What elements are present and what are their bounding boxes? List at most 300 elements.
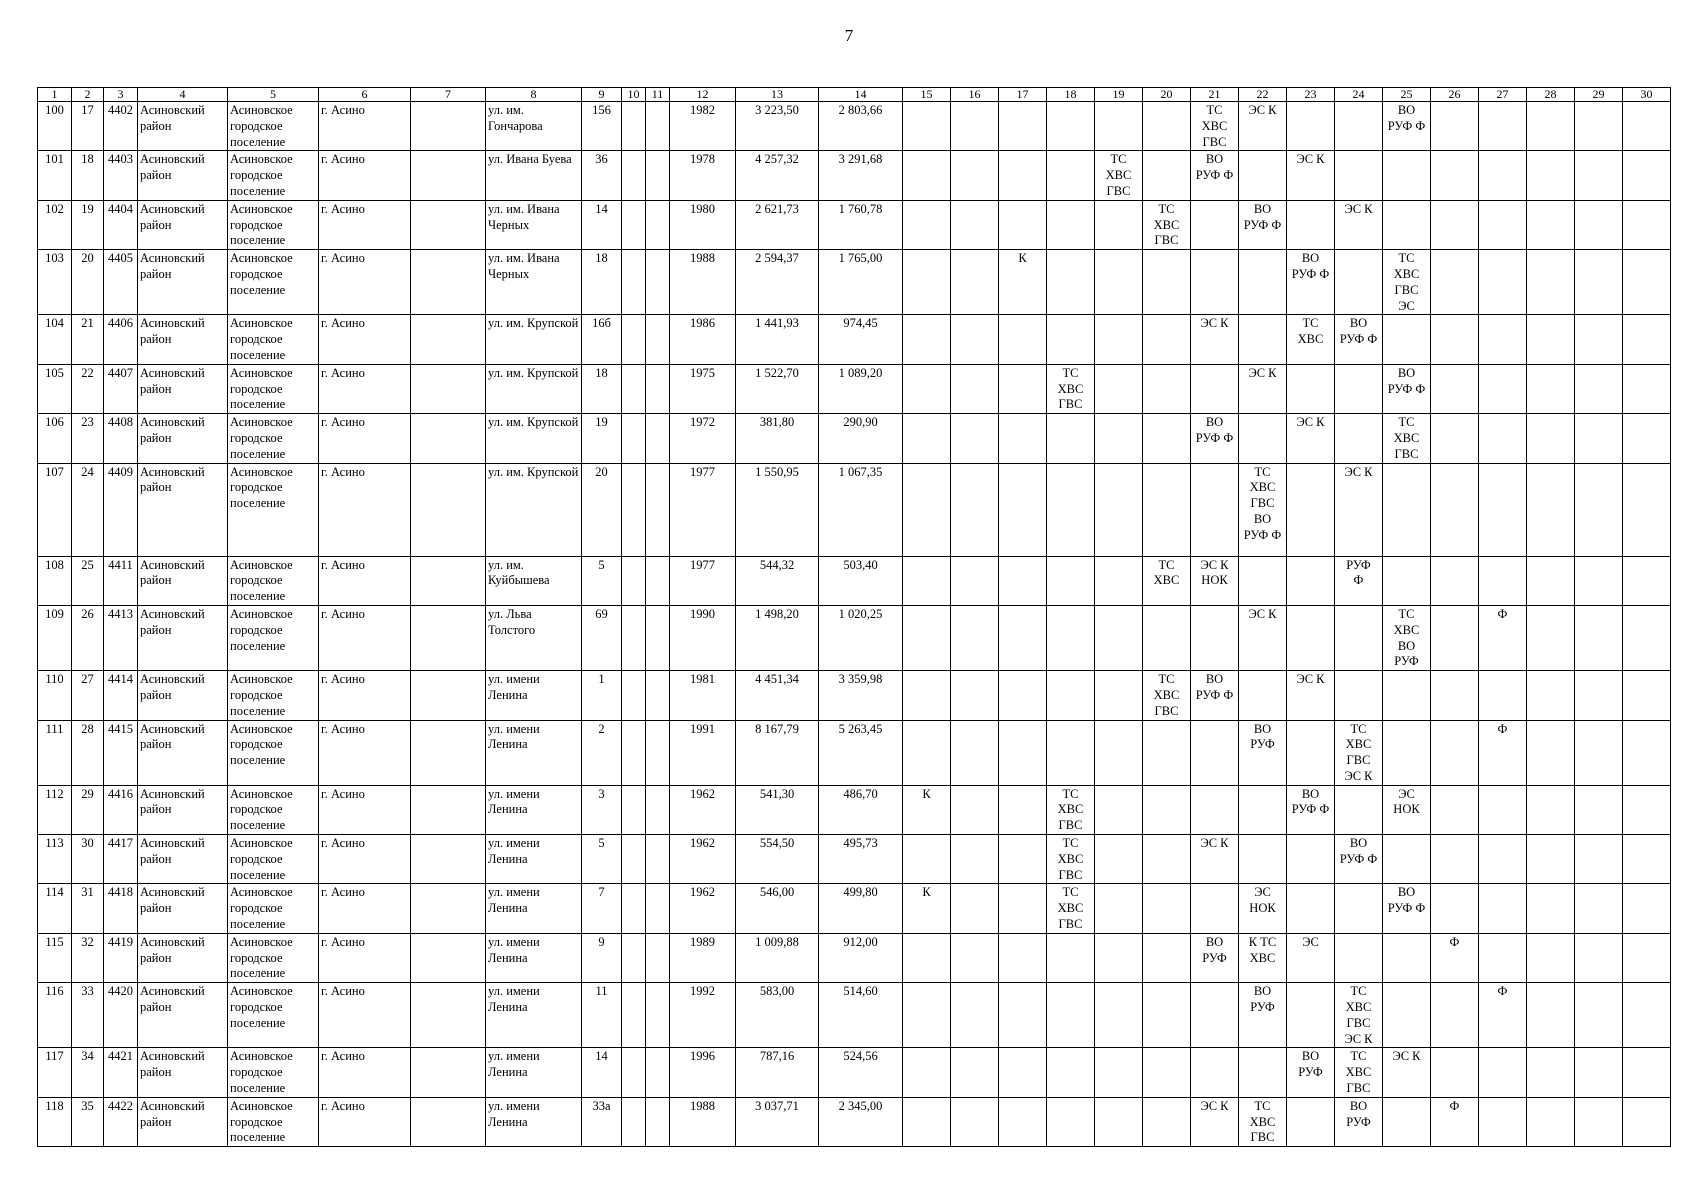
cell-col-7 — [411, 671, 486, 720]
cell-col-12: 1962 — [670, 835, 736, 884]
cell-col-23: ТС ХВС — [1287, 315, 1335, 364]
cell-col-28 — [1527, 200, 1575, 249]
table-row — [38, 315, 1671, 364]
cell-col-14: 3 291,68 — [819, 151, 903, 200]
cell-col-9: 18 — [582, 364, 622, 413]
cell-col-6: г. Асино — [319, 556, 411, 605]
cell-col-23: ЭС — [1287, 933, 1335, 982]
cell-col-18 — [1047, 1097, 1095, 1146]
cell-col-25 — [1383, 1097, 1431, 1146]
cell-col-25: ВО РУФ Ф — [1383, 884, 1431, 933]
cell-col-9: 5 — [582, 835, 622, 884]
cell-col-20 — [1143, 884, 1191, 933]
cell-col-16 — [951, 364, 999, 413]
cell-col-21: ЭС К — [1191, 835, 1239, 884]
cell-col-1: 112 — [38, 785, 72, 834]
cell-col-26 — [1431, 151, 1479, 200]
cell-col-6: г. Асино — [319, 414, 411, 463]
cell-col-18 — [1047, 151, 1095, 200]
cell-col-25: ЭС К — [1383, 1048, 1431, 1097]
cell-col-18 — [1047, 933, 1095, 982]
cell-col-20: ТС ХВС ГВС — [1143, 200, 1191, 249]
table-row — [38, 785, 1671, 834]
cell-col-14: 503,40 — [819, 556, 903, 605]
cell-col-12: 1990 — [670, 605, 736, 670]
cell-col-19 — [1095, 414, 1143, 463]
cell-col-30 — [1623, 1048, 1671, 1097]
column-header: 18 — [1047, 88, 1095, 102]
cell-col-17 — [999, 414, 1047, 463]
cell-col-26 — [1431, 1048, 1479, 1097]
cell-col-10 — [622, 1048, 646, 1097]
table-row — [38, 556, 1671, 605]
cell-col-29 — [1575, 1048, 1623, 1097]
cell-col-24: ТС ХВС ГВС ЭС К — [1335, 983, 1383, 1048]
cell-col-16 — [951, 556, 999, 605]
cell-col-20: ТС ХВС ГВС — [1143, 671, 1191, 720]
cell-col-13: 1 498,20 — [736, 605, 819, 670]
cell-col-1: 118 — [38, 1097, 72, 1146]
column-header: 20 — [1143, 88, 1191, 102]
cell-col-19 — [1095, 364, 1143, 413]
cell-col-2: 26 — [72, 605, 104, 670]
cell-col-3: 4407 — [104, 364, 138, 413]
cell-col-25: ВО РУФ Ф — [1383, 364, 1431, 413]
cell-col-12: 1989 — [670, 933, 736, 982]
cell-col-8: ул. имени Ленина — [486, 884, 582, 933]
cell-col-17 — [999, 671, 1047, 720]
cell-col-13: 1 009,88 — [736, 933, 819, 982]
cell-col-4: Асиновский район — [138, 983, 228, 1048]
cell-col-19 — [1095, 1048, 1143, 1097]
cell-col-10 — [622, 605, 646, 670]
cell-col-27 — [1479, 414, 1527, 463]
cell-col-15: К — [903, 785, 951, 834]
cell-col-21 — [1191, 364, 1239, 413]
cell-col-25: ТС ХВС ГВС ЭС — [1383, 250, 1431, 315]
cell-col-17 — [999, 315, 1047, 364]
cell-col-7 — [411, 785, 486, 834]
cell-col-14: 1 020,25 — [819, 605, 903, 670]
cell-col-27: Ф — [1479, 720, 1527, 785]
cell-col-21 — [1191, 884, 1239, 933]
cell-col-25 — [1383, 556, 1431, 605]
cell-col-24 — [1335, 364, 1383, 413]
cell-col-15 — [903, 1097, 951, 1146]
column-header: 21 — [1191, 88, 1239, 102]
cell-col-29 — [1575, 250, 1623, 315]
cell-col-1: 107 — [38, 463, 72, 556]
cell-col-22 — [1239, 151, 1287, 200]
cell-col-19 — [1095, 671, 1143, 720]
cell-col-20 — [1143, 315, 1191, 364]
cell-col-6: г. Асино — [319, 102, 411, 151]
cell-col-17 — [999, 364, 1047, 413]
cell-col-16 — [951, 102, 999, 151]
cell-col-4: Асиновский район — [138, 785, 228, 834]
cell-col-1: 117 — [38, 1048, 72, 1097]
cell-col-11 — [646, 250, 670, 315]
cell-col-11 — [646, 200, 670, 249]
cell-col-21 — [1191, 200, 1239, 249]
cell-col-5: Асиновское городское поселение — [228, 315, 319, 364]
cell-col-20 — [1143, 983, 1191, 1048]
cell-col-5: Асиновское городское поселение — [228, 556, 319, 605]
cell-col-1: 114 — [38, 884, 72, 933]
cell-col-20 — [1143, 1097, 1191, 1146]
cell-col-23 — [1287, 983, 1335, 1048]
cell-col-13: 3 037,71 — [736, 1097, 819, 1146]
cell-col-4: Асиновский район — [138, 250, 228, 315]
cell-col-9: 156 — [582, 102, 622, 151]
cell-col-10 — [622, 364, 646, 413]
column-header: 19 — [1095, 88, 1143, 102]
cell-col-14: 2 345,00 — [819, 1097, 903, 1146]
cell-col-23: ЭС К — [1287, 671, 1335, 720]
cell-col-21: ВО РУФ Ф — [1191, 414, 1239, 463]
cell-col-11 — [646, 556, 670, 605]
cell-col-28 — [1527, 414, 1575, 463]
cell-col-2: 21 — [72, 315, 104, 364]
cell-col-5: Асиновское городское поселение — [228, 1048, 319, 1097]
cell-col-2: 33 — [72, 983, 104, 1048]
cell-col-10 — [622, 250, 646, 315]
cell-col-26: Ф — [1431, 933, 1479, 982]
cell-col-16 — [951, 463, 999, 556]
cell-col-27 — [1479, 102, 1527, 151]
cell-col-10 — [622, 835, 646, 884]
cell-col-29 — [1575, 933, 1623, 982]
cell-col-30 — [1623, 835, 1671, 884]
cell-col-21: ВО РУФ — [1191, 933, 1239, 982]
cell-col-29 — [1575, 785, 1623, 834]
cell-col-15 — [903, 605, 951, 670]
cell-col-24: ВО РУФ Ф — [1335, 835, 1383, 884]
cell-col-19 — [1095, 556, 1143, 605]
table-row — [38, 720, 1671, 785]
cell-col-6: г. Асино — [319, 463, 411, 556]
cell-col-17 — [999, 556, 1047, 605]
cell-col-15 — [903, 933, 951, 982]
cell-col-26 — [1431, 671, 1479, 720]
column-header: 25 — [1383, 88, 1431, 102]
cell-col-27 — [1479, 933, 1527, 982]
table-row — [38, 884, 1671, 933]
cell-col-28 — [1527, 835, 1575, 884]
cell-col-4: Асиновский район — [138, 884, 228, 933]
cell-col-9: 11 — [582, 983, 622, 1048]
cell-col-14: 514,60 — [819, 983, 903, 1048]
cell-col-22 — [1239, 556, 1287, 605]
cell-col-24 — [1335, 671, 1383, 720]
cell-col-27 — [1479, 785, 1527, 834]
cell-col-3: 4414 — [104, 671, 138, 720]
cell-col-9: 16б — [582, 315, 622, 364]
cell-col-3: 4408 — [104, 414, 138, 463]
cell-col-11 — [646, 933, 670, 982]
cell-col-29 — [1575, 671, 1623, 720]
cell-col-15 — [903, 463, 951, 556]
cell-col-16 — [951, 933, 999, 982]
cell-col-15 — [903, 671, 951, 720]
cell-col-10 — [622, 151, 646, 200]
cell-col-23: ВО РУФ Ф — [1287, 250, 1335, 315]
cell-col-12: 1972 — [670, 414, 736, 463]
cell-col-11 — [646, 1097, 670, 1146]
cell-col-11 — [646, 414, 670, 463]
cell-col-2: 34 — [72, 1048, 104, 1097]
cell-col-23: ВО РУФ — [1287, 1048, 1335, 1097]
cell-col-24: ВО РУФ Ф — [1335, 315, 1383, 364]
cell-col-1: 101 — [38, 151, 72, 200]
cell-col-15 — [903, 1048, 951, 1097]
cell-col-30 — [1623, 556, 1671, 605]
cell-col-4: Асиновский район — [138, 835, 228, 884]
cell-col-5: Асиновское городское поселение — [228, 463, 319, 556]
cell-col-22: ВО РУФ — [1239, 720, 1287, 785]
cell-col-2: 27 — [72, 671, 104, 720]
column-header: 14 — [819, 88, 903, 102]
cell-col-8: ул. Ивана Буева — [486, 151, 582, 200]
column-header: 26 — [1431, 88, 1479, 102]
cell-col-8: ул. им. Крупской — [486, 315, 582, 364]
cell-col-28 — [1527, 785, 1575, 834]
cell-col-7 — [411, 720, 486, 785]
cell-col-1: 100 — [38, 102, 72, 151]
cell-col-16 — [951, 315, 999, 364]
cell-col-10 — [622, 785, 646, 834]
cell-col-14: 290,90 — [819, 414, 903, 463]
cell-col-8: ул. им. Крупской — [486, 463, 582, 556]
cell-col-13: 2 594,37 — [736, 250, 819, 315]
cell-col-21 — [1191, 463, 1239, 556]
cell-col-16 — [951, 605, 999, 670]
cell-col-2: 28 — [72, 720, 104, 785]
cell-col-18 — [1047, 605, 1095, 670]
cell-col-21: ВО РУФ Ф — [1191, 671, 1239, 720]
cell-col-8: ул. имени Ленина — [486, 720, 582, 785]
cell-col-24 — [1335, 151, 1383, 200]
cell-col-23 — [1287, 605, 1335, 670]
cell-col-9: 19 — [582, 414, 622, 463]
cell-col-27: Ф — [1479, 605, 1527, 670]
cell-col-30 — [1623, 315, 1671, 364]
cell-col-22: ЭС К — [1239, 364, 1287, 413]
column-header: 3 — [104, 88, 138, 102]
cell-col-28 — [1527, 605, 1575, 670]
cell-col-21: ТС ХВС ГВС — [1191, 102, 1239, 151]
cell-col-27 — [1479, 315, 1527, 364]
cell-col-11 — [646, 671, 670, 720]
cell-col-19 — [1095, 835, 1143, 884]
cell-col-20 — [1143, 364, 1191, 413]
cell-col-23 — [1287, 102, 1335, 151]
column-header: 10 — [622, 88, 646, 102]
cell-col-18 — [1047, 315, 1095, 364]
table-row — [38, 102, 1671, 151]
cell-col-15 — [903, 151, 951, 200]
cell-col-30 — [1623, 250, 1671, 315]
cell-col-18 — [1047, 556, 1095, 605]
cell-col-7 — [411, 250, 486, 315]
cell-col-27 — [1479, 884, 1527, 933]
cell-col-27 — [1479, 463, 1527, 556]
cell-col-17 — [999, 200, 1047, 249]
cell-col-21: ЭС К НОК — [1191, 556, 1239, 605]
cell-col-23 — [1287, 1097, 1335, 1146]
cell-col-9: 9 — [582, 933, 622, 982]
cell-col-25 — [1383, 933, 1431, 982]
cell-col-23: ЭС К — [1287, 414, 1335, 463]
cell-col-27: Ф — [1479, 983, 1527, 1048]
cell-col-11 — [646, 102, 670, 151]
cell-col-6: г. Асино — [319, 835, 411, 884]
cell-col-2: 35 — [72, 1097, 104, 1146]
cell-col-8: ул. им. Куйбышева — [486, 556, 582, 605]
cell-col-10 — [622, 556, 646, 605]
table-row — [38, 1097, 1671, 1146]
cell-col-9: 36 — [582, 151, 622, 200]
cell-col-22 — [1239, 250, 1287, 315]
cell-col-22: ЭС НОК — [1239, 884, 1287, 933]
cell-col-18: ТС ХВС ГВС — [1047, 835, 1095, 884]
cell-col-7 — [411, 414, 486, 463]
cell-col-11 — [646, 605, 670, 670]
cell-col-30 — [1623, 983, 1671, 1048]
cell-col-28 — [1527, 671, 1575, 720]
cell-col-22: ЭС К — [1239, 605, 1287, 670]
header-row — [38, 88, 1671, 102]
cell-col-28 — [1527, 463, 1575, 556]
cell-col-6: г. Асино — [319, 671, 411, 720]
cell-col-5: Асиновское городское поселение — [228, 605, 319, 670]
cell-col-23 — [1287, 556, 1335, 605]
cell-col-22: ЭС К — [1239, 102, 1287, 151]
cell-col-28 — [1527, 933, 1575, 982]
cell-col-3: 4406 — [104, 315, 138, 364]
cell-col-19 — [1095, 315, 1143, 364]
cell-col-7 — [411, 1048, 486, 1097]
cell-col-27 — [1479, 364, 1527, 413]
cell-col-27 — [1479, 250, 1527, 315]
cell-col-10 — [622, 671, 646, 720]
cell-col-18 — [1047, 671, 1095, 720]
cell-col-16 — [951, 151, 999, 200]
cell-col-5: Асиновское городское поселение — [228, 151, 319, 200]
cell-col-30 — [1623, 720, 1671, 785]
cell-col-18 — [1047, 250, 1095, 315]
cell-col-8: ул. имени Ленина — [486, 983, 582, 1048]
cell-col-9: 3 — [582, 785, 622, 834]
cell-col-29 — [1575, 605, 1623, 670]
cell-col-19 — [1095, 884, 1143, 933]
cell-col-26 — [1431, 414, 1479, 463]
cell-col-4: Асиновский район — [138, 200, 228, 249]
cell-col-9: 20 — [582, 463, 622, 556]
cell-col-24 — [1335, 605, 1383, 670]
cell-col-20 — [1143, 785, 1191, 834]
cell-col-1: 104 — [38, 315, 72, 364]
cell-col-7 — [411, 933, 486, 982]
cell-col-23 — [1287, 463, 1335, 556]
column-header: 13 — [736, 88, 819, 102]
cell-col-29 — [1575, 983, 1623, 1048]
cell-col-30 — [1623, 785, 1671, 834]
cell-col-11 — [646, 720, 670, 785]
cell-col-21: ЭС К — [1191, 315, 1239, 364]
table-row — [38, 1048, 1671, 1097]
cell-col-2: 22 — [72, 364, 104, 413]
cell-col-14: 495,73 — [819, 835, 903, 884]
cell-col-22 — [1239, 414, 1287, 463]
cell-col-24 — [1335, 414, 1383, 463]
cell-col-13: 787,16 — [736, 1048, 819, 1097]
cell-col-11 — [646, 315, 670, 364]
cell-col-3: 4413 — [104, 605, 138, 670]
cell-col-24: ТС ХВС ГВС — [1335, 1048, 1383, 1097]
cell-col-17 — [999, 933, 1047, 982]
cell-col-29 — [1575, 364, 1623, 413]
cell-col-22 — [1239, 1048, 1287, 1097]
cell-col-26 — [1431, 785, 1479, 834]
cell-col-2: 31 — [72, 884, 104, 933]
cell-col-1: 111 — [38, 720, 72, 785]
cell-col-27 — [1479, 151, 1527, 200]
table-row — [38, 250, 1671, 315]
cell-col-13: 381,80 — [736, 414, 819, 463]
column-header: 23 — [1287, 88, 1335, 102]
register-table — [37, 87, 1671, 1147]
cell-col-1: 115 — [38, 933, 72, 982]
cell-col-30 — [1623, 102, 1671, 151]
cell-col-6: г. Асино — [319, 364, 411, 413]
cell-col-3: 4419 — [104, 933, 138, 982]
cell-col-5: Асиновское городское поселение — [228, 671, 319, 720]
cell-col-12: 1982 — [670, 102, 736, 151]
cell-col-2: 17 — [72, 102, 104, 151]
cell-col-13: 544,32 — [736, 556, 819, 605]
cell-col-25: ТС ХВС ГВС — [1383, 414, 1431, 463]
cell-col-6: г. Асино — [319, 884, 411, 933]
cell-col-24: ЭС К — [1335, 200, 1383, 249]
cell-col-15: К — [903, 884, 951, 933]
cell-col-12: 1988 — [670, 250, 736, 315]
cell-col-10 — [622, 884, 646, 933]
cell-col-19 — [1095, 933, 1143, 982]
cell-col-8: ул. имени Ленина — [486, 1048, 582, 1097]
cell-col-1: 108 — [38, 556, 72, 605]
cell-col-12: 1986 — [670, 315, 736, 364]
cell-col-14: 1 089,20 — [819, 364, 903, 413]
cell-col-12: 1975 — [670, 364, 736, 413]
cell-col-19 — [1095, 1097, 1143, 1146]
cell-col-20 — [1143, 605, 1191, 670]
cell-col-15 — [903, 364, 951, 413]
cell-col-17 — [999, 463, 1047, 556]
cell-col-22 — [1239, 315, 1287, 364]
cell-col-17 — [999, 785, 1047, 834]
column-header: 2 — [72, 88, 104, 102]
cell-col-3: 4402 — [104, 102, 138, 151]
cell-col-28 — [1527, 250, 1575, 315]
cell-col-15 — [903, 315, 951, 364]
cell-col-21 — [1191, 250, 1239, 315]
cell-col-7 — [411, 364, 486, 413]
cell-col-15 — [903, 250, 951, 315]
cell-col-1: 116 — [38, 983, 72, 1048]
cell-col-11 — [646, 151, 670, 200]
column-header: 17 — [999, 88, 1047, 102]
